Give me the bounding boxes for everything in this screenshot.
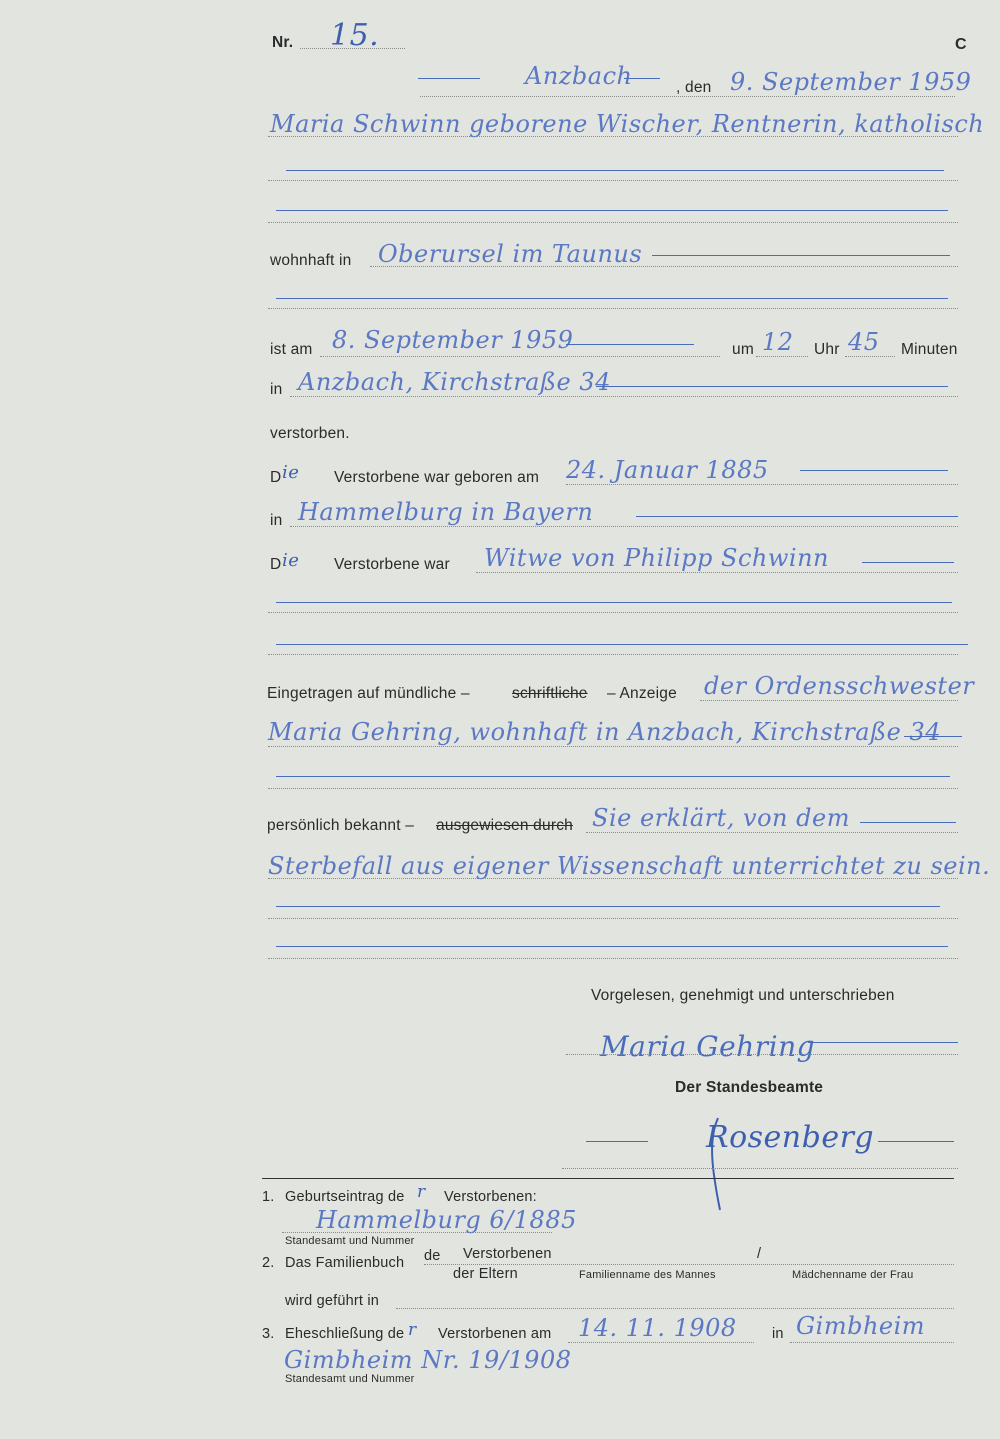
filler-line: [586, 1141, 648, 1142]
filler-line: [286, 170, 944, 171]
item1-value: Hammelburg 6/1885: [316, 1206, 577, 1234]
filler-line: [624, 78, 660, 79]
filler-line: [800, 470, 948, 471]
filler-line: [878, 1141, 954, 1142]
filler-line: [276, 946, 948, 947]
residence-label: wohnhaft in: [270, 252, 352, 269]
item2-col-wife: Mädchenname der Frau: [792, 1269, 914, 1281]
residence-value: Oberursel im Taunus: [378, 240, 643, 268]
filler-line: [904, 736, 962, 737]
filler-line: [860, 822, 956, 823]
dotted-line: [282, 1232, 552, 1233]
dotted-line: [268, 878, 958, 879]
read-approved-label: Vorgelesen, genehmigt und unterschrieben: [591, 987, 895, 1004]
registration-date: 9. September 1959: [730, 68, 972, 96]
filler-line: [276, 298, 948, 299]
dotted-line: [268, 308, 958, 309]
identity-line1: Sie erklärt, von dem: [592, 804, 850, 832]
item3-number: 3.: [262, 1326, 275, 1342]
filler-line: [652, 255, 950, 256]
place-of-registration: Anzbach: [525, 62, 633, 90]
item3-sub-label: Standesamt und Nummer: [285, 1373, 415, 1385]
dotted-line: [320, 356, 720, 357]
footer-separator: [262, 1178, 954, 1179]
dotted-line: [268, 654, 958, 655]
registrar-signature: Rosenberg: [706, 1120, 875, 1155]
item3-label-a: Eheschließung de: [285, 1326, 405, 1342]
dotted-line: [268, 788, 958, 789]
marriage-register-entry: Gimbheim Nr. 19/1908: [284, 1346, 572, 1374]
item1-number: 1.: [262, 1189, 275, 1205]
signature-flourish: [700, 1110, 730, 1220]
marriage-date: 14. 11. 1908: [578, 1314, 737, 1342]
filler-line: [276, 602, 952, 603]
item2-col-husband: Familienname des Mannes: [579, 1269, 716, 1281]
filler-line: [862, 562, 954, 563]
birth-date-label: Verstorbene war geboren am: [334, 469, 540, 486]
corner-letter: C: [955, 36, 967, 53]
identity-label-strike: ausgewiesen durch: [436, 817, 573, 834]
filler-line: [276, 776, 950, 777]
den-label: , den: [676, 79, 712, 96]
dotted-line: [586, 832, 958, 833]
uhr-label: Uhr: [814, 341, 840, 358]
declarant-line: Maria Schwinn geborene Wischer, Rentnerin, katholisch: [270, 110, 985, 138]
death-date: 8. September 1959: [332, 326, 574, 354]
item2-option-deceased: Verstorbenen: [463, 1246, 552, 1262]
filler-line: [418, 78, 480, 79]
dotted-line: [790, 1342, 954, 1343]
item2-de: de: [424, 1248, 441, 1264]
dotted-line: [268, 180, 958, 181]
death-hour: 12: [762, 328, 794, 356]
minuten-label: Minuten: [901, 341, 958, 358]
marriage-place: Gimbheim: [796, 1312, 926, 1340]
dotted-line: [268, 136, 958, 137]
item3-suffix: r: [408, 1320, 417, 1340]
filler-line: [276, 210, 948, 211]
birth-place: Hammelburg in Bayern: [298, 498, 594, 526]
item2-label: Das Familienbuch: [285, 1255, 405, 1271]
death-place: Anzbach, Kirchstraße 34: [298, 368, 611, 396]
item1-suffix: r: [417, 1182, 426, 1202]
registration-label-a: Eingetragen auf mündliche –: [267, 685, 470, 702]
dotted-line: [424, 1264, 954, 1265]
death-minutes: 45: [848, 328, 880, 356]
dotted-line: [566, 1054, 958, 1055]
status-label: Verstorbene war: [334, 556, 450, 573]
item1-label-b: Verstorbenen:: [444, 1189, 537, 1205]
identity-label-a: persönlich bekannt –: [267, 817, 415, 834]
filler-line: [276, 906, 940, 907]
birth-d-label: D: [270, 469, 282, 486]
filler-line: [596, 386, 948, 387]
dotted-line: [268, 918, 958, 919]
dotted-line: [370, 266, 958, 267]
item1-label-a: Geburtseintrag de: [285, 1189, 405, 1205]
item2-wird-label: wird geführt in: [285, 1293, 380, 1309]
item3-label-b: Verstorbenen am: [438, 1326, 552, 1342]
dotted-line: [562, 1168, 958, 1169]
record-number: 15.: [330, 18, 380, 53]
item1-sub-label: Standesamt und Nummer: [285, 1235, 415, 1247]
filler-line: [636, 516, 958, 517]
status-d-suffix: ie: [282, 550, 300, 571]
item2-slash: /: [757, 1246, 762, 1262]
dotted-line: [845, 356, 895, 357]
dotted-line: [756, 356, 808, 357]
dotted-line: [268, 612, 958, 613]
item2-option-parents: der Eltern: [453, 1266, 518, 1282]
filler-line: [808, 1042, 958, 1043]
death-place-label: in: [270, 381, 283, 398]
registrar-label: Der Standesbeamte: [675, 1079, 824, 1096]
nr-label: Nr.: [272, 34, 294, 51]
dotted-line: [566, 484, 958, 485]
dotted-line: [476, 572, 958, 573]
dotted-line: [268, 958, 958, 959]
status-value: Witwe von Philipp Schwinn: [484, 544, 829, 572]
status-d-label: D: [270, 556, 282, 573]
item3-in-label: in: [772, 1326, 784, 1342]
informant-line2: Maria Gehring, wohnhaft in Anzbach, Kirchstraße 34: [268, 718, 941, 746]
declarant-signature: Maria Gehring: [600, 1030, 816, 1063]
registration-label-b: – Anzeige: [607, 685, 677, 702]
verstorben-label: verstorben.: [270, 425, 350, 442]
header-dotted-line: [420, 96, 955, 97]
birth-d-suffix: ie: [282, 462, 300, 483]
dotted-line: [268, 746, 958, 747]
dotted-line: [290, 526, 958, 527]
dotted-line: [290, 396, 958, 397]
dotted-line: [568, 1342, 754, 1343]
identity-line2: Sterbefall aus eigener Wissenschaft unterrichtet zu sein.: [268, 852, 991, 880]
registration-label-strike: schriftliche: [512, 685, 588, 702]
birth-date: 24. Januar 1885: [566, 456, 769, 484]
informant-line1: der Ordensschwester: [704, 672, 975, 700]
dotted-line: [268, 222, 958, 223]
filler-line: [276, 644, 968, 645]
filler-line: [566, 344, 694, 345]
dotted-line: [700, 700, 958, 701]
dotted-line: [396, 1308, 954, 1309]
birth-place-label: in: [270, 512, 283, 529]
death-date-label: ist am: [270, 341, 313, 358]
item2-number: 2.: [262, 1255, 275, 1271]
um-label: um: [732, 341, 754, 358]
